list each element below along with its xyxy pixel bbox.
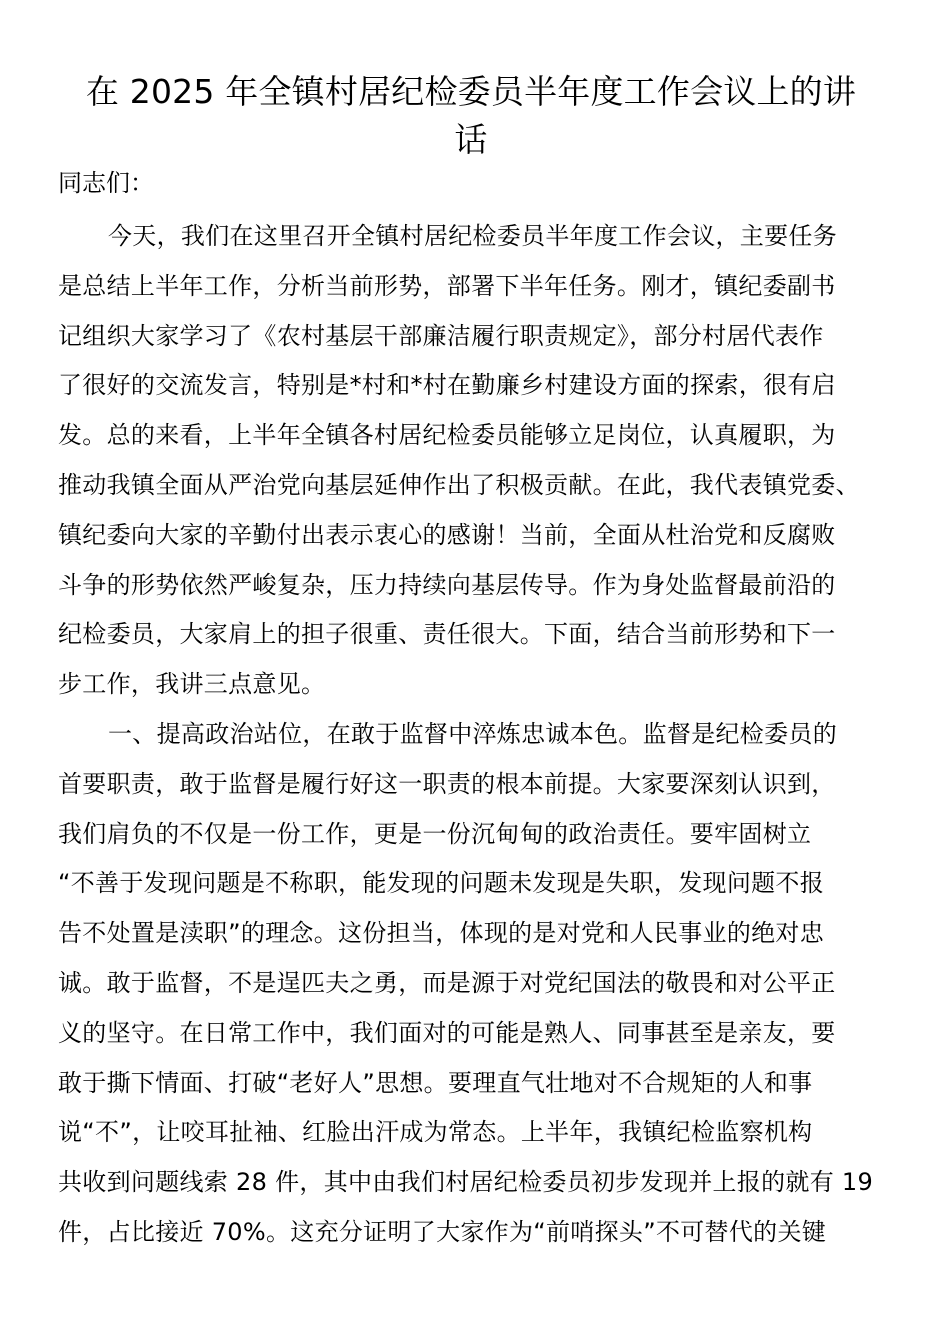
text-line: 首要职责，敢于监督是履行好这一职责的根本前提。大家要深刻认识到， [58, 769, 836, 798]
text-line: 斗争的形势依然严峻复杂，压力持续向基层传导。作为身处监督最前沿的 [58, 570, 836, 599]
text-line: 告不处置是渎职”的理念。这份担当，体现的是对党和人民事业的绝对忠 [58, 919, 825, 948]
text-line: “不善于发现问题是不称职，能发现的问题未发现是失职，发现问题不报 [58, 869, 825, 898]
text-line: 敢于撕下情面、打破“老好人”思想。要理直气壮地对不合规矩的人和事 [58, 1068, 813, 1097]
text-line: 步工作，我讲三点意见。 [58, 670, 326, 699]
text-line: 共收到问题线索 28 件，其中由我们村居纪检委员初步发现并上报的就有 19 [58, 1168, 874, 1197]
text-line: 诚。敢于监督，不是逞匹夫之勇，而是源于对党纪国法的敬畏和对公平正 [58, 968, 836, 997]
text-line: 我们肩负的不仅是一份工作，更是一份沉甸甸的政治责任。要牢固树立 [58, 819, 812, 848]
title-line-2: 话 [454, 120, 488, 159]
text-line: 纪检委员，大家肩上的担子很重、责任很大。下面，结合当前形势和下一 [58, 620, 836, 649]
text-line: 记组织大家学习了《农村基层干部廉洁履行职责规定》，部分村居代表作 [58, 321, 824, 350]
text-line: 发。总的来看，上半年全镇各村居纪检委员能够立足岗位，认真履职，为 [58, 421, 836, 450]
text-line: 镇纪委向大家的辛勤付出表示衷心的感谢！当前，全面从杜治党和反腐败 [58, 520, 836, 549]
text-line: 件，占比接近 70%。这充分证明了大家作为“前哨探头”不可替代的关键 [58, 1217, 827, 1246]
text-line: 义的坚守。在日常工作中，我们面对的可能是熟人、同事甚至是亲友，要 [58, 1018, 836, 1047]
text-line: 是总结上半年工作，分析当前形势，部署下半年任务。刚才，镇纪委副书 [58, 271, 836, 300]
text-line: 了很好的交流发言，特别是*村和*村在勤廉乡村建设方面的探索，很有启 [58, 371, 836, 400]
text-line: 说“不”，让咬耳扯袖、红脸出汗成为常态。上半年，我镇纪检监察机构 [58, 1118, 813, 1147]
salutation: 同志们： [58, 169, 154, 197]
text-line: 今天，我们在这里召开全镇村居纪检委员半年度工作会议，主要任务 [108, 222, 837, 250]
title-line-1: 在 2025 年全镇村居纪检委员半年度工作会议上的讲 [85, 72, 857, 111]
document-title [58, 68, 884, 164]
section-heading-line: 一、提高政治站位，在敢于监督中淬炼忠诚本色。监督是纪检委员的 [108, 719, 837, 748]
paragraph-intro [58, 212, 884, 710]
paragraph-section-one [58, 710, 884, 1258]
text-line: 推动我镇全面从严治党向基层延伸作出了积极贡献。在此，我代表镇党委、 [58, 470, 860, 499]
document-page [58, 68, 884, 1258]
